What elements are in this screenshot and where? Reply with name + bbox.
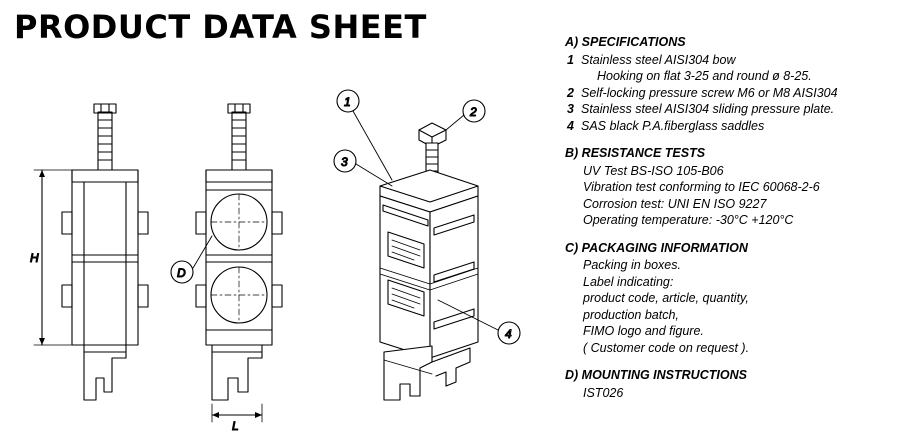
callout-3-label: 3	[341, 155, 348, 169]
section-mounting-instructions	[565, 367, 917, 401]
left-side-view	[30, 104, 148, 400]
specifications-column	[565, 34, 917, 412]
spec-item-text: SAS black P.A.fiberglass saddles	[581, 118, 765, 133]
mounting-line: IST026	[583, 385, 624, 400]
right-isometric-view	[334, 90, 520, 400]
middle-front-view	[171, 104, 282, 433]
dimension-l-label: L	[232, 419, 239, 433]
resistance-line: Vibration test conforming to IEC 60068-2-6	[583, 180, 820, 194]
packaging-line: production batch,	[583, 307, 679, 322]
spec-item-number: 2	[567, 85, 574, 100]
callout-4-label: 4	[505, 327, 512, 341]
callout-1-label: 1	[344, 95, 351, 109]
section-c-heading: C) PACKAGING INFORMATION	[565, 240, 748, 255]
section-resistance-tests	[565, 145, 917, 229]
section-b-heading: B) RESISTANCE TESTS	[565, 146, 706, 160]
packaging-line: product code, article, quantity,	[583, 291, 749, 305]
resistance-line: Operating temperature: -30°C +120°C	[583, 213, 794, 227]
packaging-line: ( Customer code on request ).	[583, 340, 750, 355]
section-packaging-information	[565, 240, 917, 357]
packaging-line: Packing in boxes.	[583, 258, 681, 272]
page-title: PRODUCT DATA SHEET	[14, 8, 427, 46]
callout-2-label: 2	[470, 105, 477, 119]
section-d-heading: D) MOUNTING INSTRUCTIONS	[565, 368, 747, 382]
spec-item-number: 1	[567, 52, 574, 67]
spec-item-number: 3	[567, 102, 574, 116]
section-specifications	[565, 34, 917, 134]
spec-item-number: 4	[567, 118, 574, 133]
spec-item	[565, 85, 917, 102]
spec-item-text: Self-locking pressure screw M6 or M8 AISI304	[581, 85, 838, 100]
spec-item	[565, 118, 917, 135]
spec-item-continuation: Hooking on flat 3-25 and round ø 8-25.	[597, 69, 812, 83]
resistance-line: Corrosion test: UNI EN ISO 9227	[583, 196, 767, 211]
spec-item-text: Stainless steel AISI304 sliding pressure plate.	[581, 102, 835, 116]
section-a-heading: A) SPECIFICATIONS	[565, 35, 686, 49]
dimension-h-label: H	[30, 251, 39, 265]
spec-item	[565, 101, 917, 118]
callout-d-label: D	[177, 266, 186, 280]
packaging-line: Label indicating:	[583, 274, 674, 289]
resistance-line: UV Test BS-ISO 105-B06	[583, 163, 724, 178]
spec-item-text: Stainless steel AISI304 bow	[581, 52, 736, 67]
spec-item	[565, 52, 917, 69]
packaging-line: FIMO logo and figure.	[583, 324, 704, 338]
